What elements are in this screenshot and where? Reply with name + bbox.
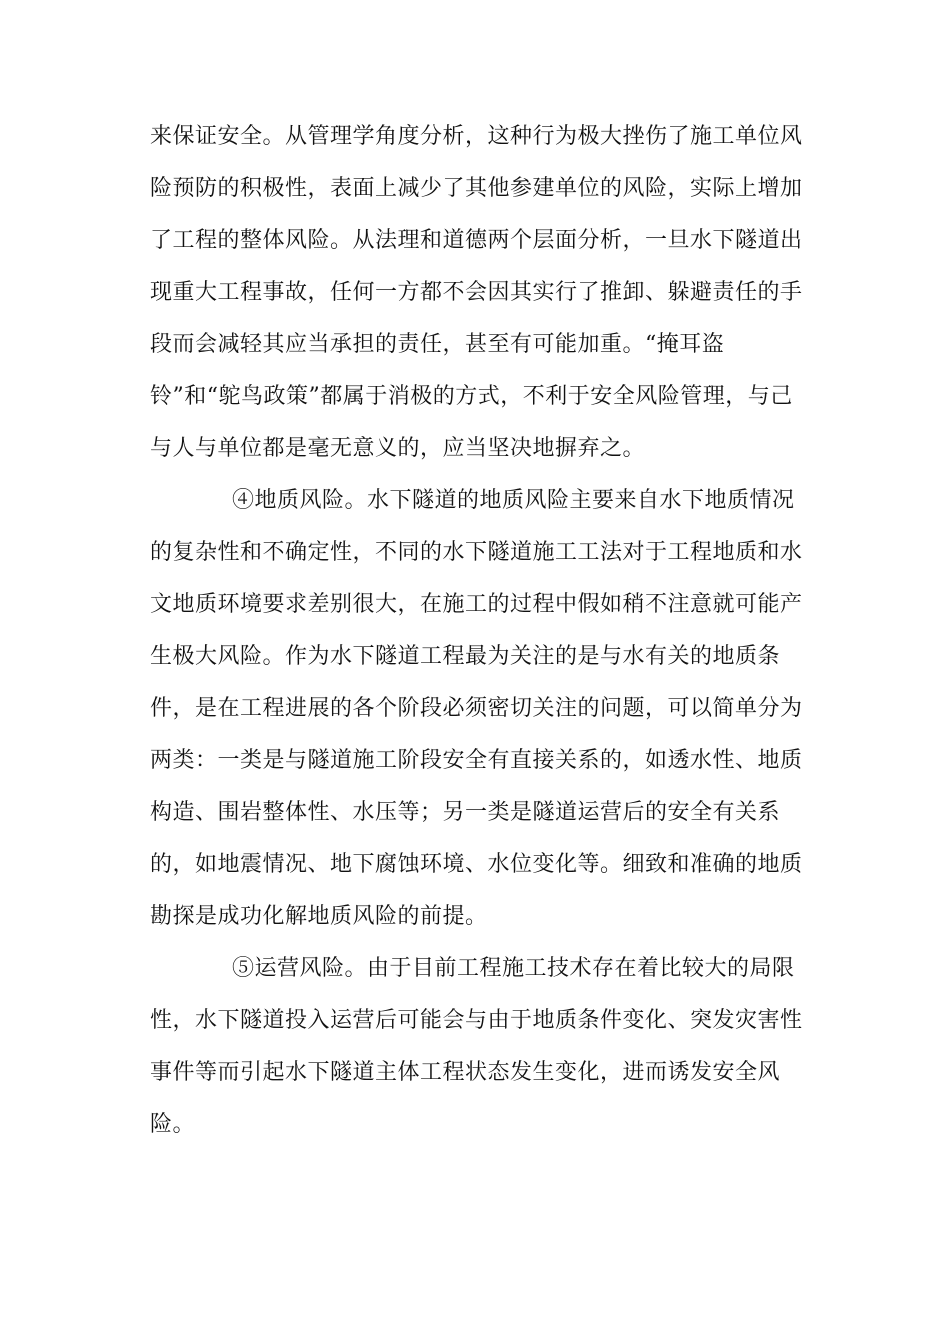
paragraph-1-line-6: 铃”和“鸵鸟政策”都属于消极的方式，不利于安全风险管理，与己 bbox=[150, 384, 793, 409]
paragraph-1-line-1: 来保证安全。从管理学角度分析，这种行为极大挫伤了施工单位风 bbox=[150, 124, 803, 149]
paragraph-1-line-2: 险预防的积极性，表面上减少了其他参建单位的风险，实际上增加 bbox=[150, 176, 803, 201]
paragraph-3-line-1: ⑤运营风险。由于目前工程施工技术存在着比较大的局限 bbox=[232, 956, 795, 981]
paragraph-2-line-8: 的，如地震情况、地下腐蚀环境、水位变化等。细致和准确的地质 bbox=[150, 852, 803, 877]
paragraph-2-line-5: 件，是在工程进展的各个阶段必须密切关注的问题，可以简单分为 bbox=[150, 696, 803, 721]
paragraph-1-line-4: 现重大工程事故，任何一方都不会因其实行了推卸、躲避责任的手 bbox=[150, 280, 803, 305]
paragraph-1-line-3: 了工程的整体风险。从法理和道德两个层面分析，一旦水下隧道出 bbox=[150, 228, 803, 253]
paragraph-2-line-7: 构造、围岩整体性、水压等；另一类是隧道运营后的安全有关系 bbox=[150, 800, 781, 825]
paragraph-1-line-7: 与人与单位都是毫无意义的，应当坚决地摒弃之。 bbox=[150, 436, 646, 461]
paragraph-2-line-6: 两类：一类是与隧道施工阶段安全有直接关系的，如透水性、地质 bbox=[150, 748, 803, 773]
paragraph-3-line-4: 险。 bbox=[150, 1112, 196, 1137]
document-body bbox=[150, 0, 810, 1344]
paragraph-3-line-2: 性，水下隧道投入运营后可能会与由于地质条件变化、突发灾害性 bbox=[150, 1008, 803, 1033]
paragraph-2-line-2: 的复杂性和不确定性，不同的水下隧道施工工法对于工程地质和水 bbox=[150, 540, 803, 565]
paragraph-2-line-9: 勘探是成功化解地质风险的前提。 bbox=[150, 904, 488, 929]
paragraph-3-line-3: 事件等而引起水下隧道主体工程状态发生变化，进而诱发安全风 bbox=[150, 1060, 781, 1085]
paragraph-2-line-1: ④地质风险。水下隧道的地质风险主要来自水下地质情况 bbox=[232, 488, 795, 513]
paragraph-2-line-4: 生极大风险。作为水下隧道工程最为关注的是与水有关的地质条 bbox=[150, 644, 781, 669]
paragraph-1-line-5: 段而会减轻其应当承担的责任，甚至有可能加重。“掩耳盗 bbox=[150, 332, 725, 357]
paragraph-2-line-3: 文地质环境要求差别很大，在施工的过程中假如稍不注意就可能产 bbox=[150, 592, 803, 617]
